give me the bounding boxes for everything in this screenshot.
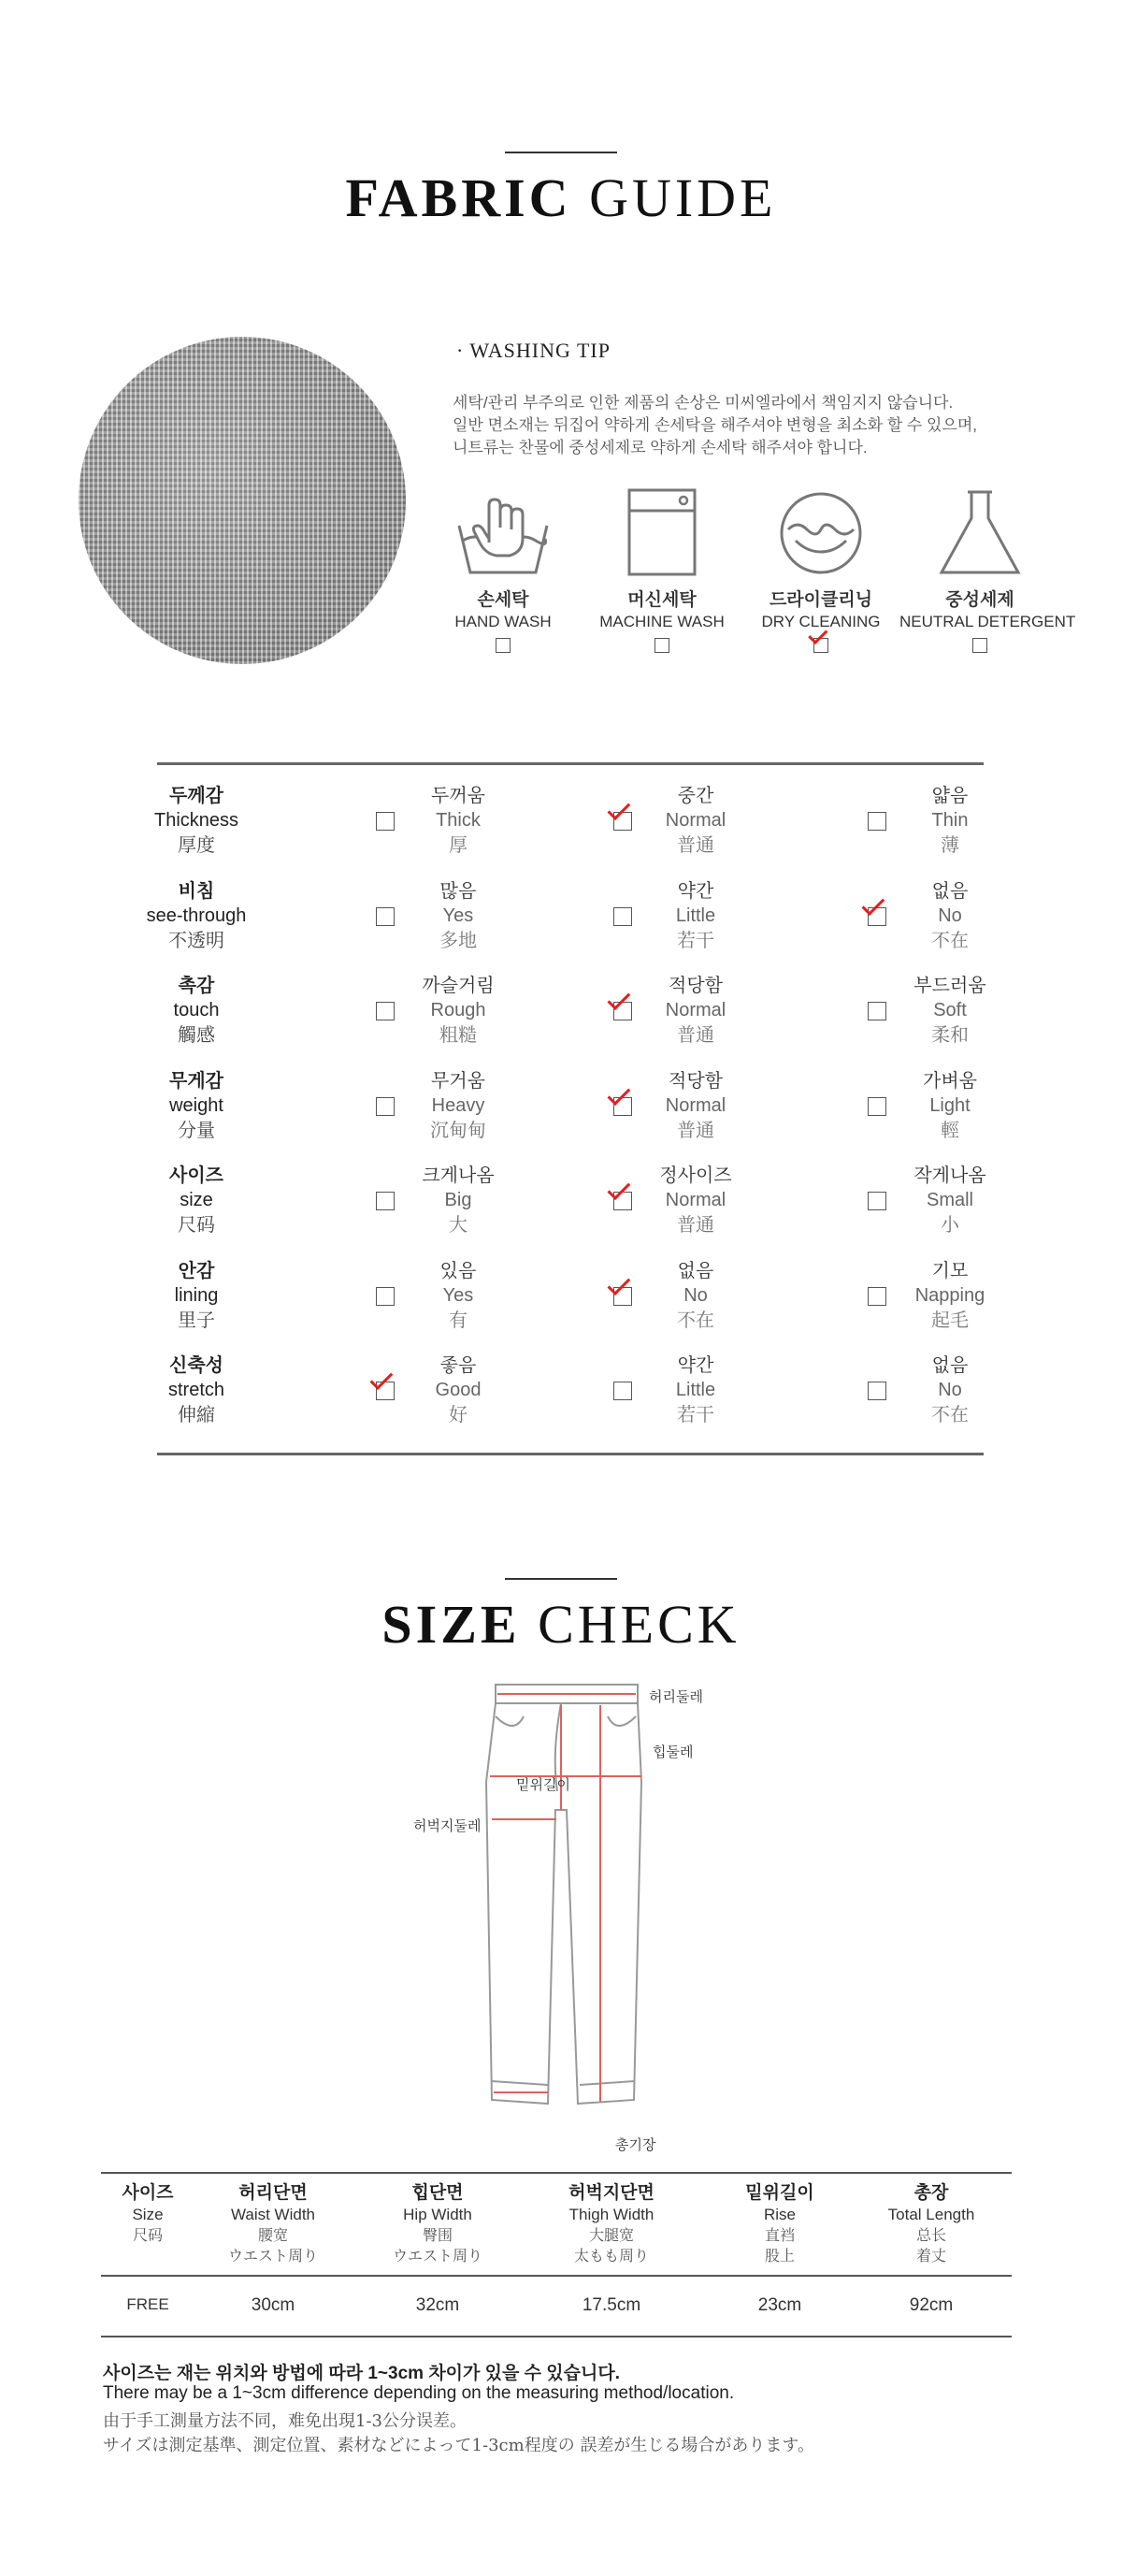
option-label-ko: 중간	[677, 786, 714, 806]
header-en: Waist Width	[230, 2206, 316, 2223]
title-rule-top	[505, 152, 617, 153]
header-en: Total Length	[887, 2206, 975, 2223]
fabric-swatch-image	[79, 337, 406, 664]
attribute-row	[0, 879, 1122, 969]
option-label-cn: 不在	[931, 928, 969, 951]
title-rule-top	[505, 1578, 617, 1580]
option-label-ko: 정사이즈	[659, 1165, 732, 1186]
option-label-cn: 輕	[941, 1118, 959, 1141]
option-label-ko: 두꺼움	[431, 786, 485, 806]
attribute-category	[103, 879, 290, 952]
size-header-cell	[696, 2182, 864, 2266]
title-light: CHECK	[538, 1594, 741, 1655]
attribute-name-cn: 尺码	[178, 1213, 215, 1236]
attribute-category	[103, 1164, 290, 1237]
option-checkbox[interactable]	[376, 1192, 395, 1210]
option-checkbox[interactable]	[613, 1002, 632, 1020]
option-label-en: Normal	[665, 1000, 726, 1020]
size-cell-thigh: 17.5cm	[582, 2295, 641, 2315]
option-label-en: Rough	[430, 1000, 486, 1020]
header-cn: 直裆	[764, 2226, 795, 2244]
attribute-name-ko: 사이즈	[169, 1165, 223, 1186]
header-cn: 臀围	[422, 2226, 453, 2244]
neutral-detergent-checkbox[interactable]	[972, 638, 987, 653]
option-label-cn: 普通	[677, 1118, 714, 1141]
header-jp: ウエスト周り	[227, 2247, 318, 2265]
option-label-ko: 작게나옴	[913, 1165, 986, 1186]
option-label-cn: 小	[941, 1213, 959, 1236]
attribute-row	[0, 784, 1122, 874]
option-checkbox[interactable]	[376, 907, 395, 926]
attribute-name-en: weight	[169, 1094, 223, 1116]
option-label-ko: 얇음	[931, 786, 969, 806]
option-label-ko: 크게나옴	[422, 1165, 495, 1186]
option-label-cn: 不在	[677, 1308, 714, 1331]
hand-wash-checkbox[interactable]	[496, 638, 511, 653]
option-checkbox[interactable]	[613, 812, 632, 831]
option-label-cn: 起毛	[931, 1308, 969, 1331]
attribute-row	[0, 1259, 1122, 1349]
option-label-ko: 좋음	[439, 1355, 477, 1376]
option-label-en: No	[683, 1284, 708, 1306]
option-label-cn: 好	[449, 1403, 468, 1425]
attributes-bottom-rule	[157, 1453, 984, 1455]
option-label-en: No	[938, 904, 962, 926]
option-checkbox[interactable]	[613, 1097, 632, 1116]
size-check-title	[0, 1593, 1122, 1656]
option-label-cn: 普通	[677, 1213, 714, 1236]
option-label-cn: 粗糙	[439, 1023, 477, 1046]
option-label-ko: 없음	[677, 1260, 714, 1281]
attributes-top-rule	[157, 762, 984, 765]
option-label-cn: 若干	[677, 928, 714, 951]
wash-label-ko: 머신세탁	[627, 590, 697, 610]
option-label-ko: 약간	[677, 880, 714, 902]
header-cn: 大腿宽	[588, 2226, 634, 2244]
attribute-name-ko: 안감	[178, 1260, 215, 1281]
attribute-row	[0, 1164, 1122, 1253]
header-jp: 着丈	[915, 2247, 946, 2265]
option-label-ko: 기모	[931, 1260, 969, 1281]
option-label-cn: 多地	[439, 928, 477, 951]
size-table-header-rule	[101, 2275, 1012, 2277]
attribute-name-cn: 厚度	[178, 833, 215, 856]
option-label-en: Big	[444, 1190, 472, 1210]
size-cell-length: 92cm	[909, 2295, 954, 2315]
wash-label-en: MACHINE WASH	[599, 613, 725, 630]
header-ko: 허리단면	[238, 2183, 308, 2203]
option-label-en: Yes	[442, 1284, 474, 1306]
header-en: Hip Width	[403, 2206, 472, 2223]
dry-cleaning-checkbox[interactable]	[813, 638, 828, 653]
option-checkbox[interactable]	[376, 1287, 395, 1306]
attribute-category	[103, 974, 290, 1047]
wash-label-ko: 드라이클리닝	[769, 590, 873, 610]
size-cell-waist: 30cm	[251, 2295, 295, 2315]
attribute-name-ko: 비침	[178, 880, 215, 902]
option-checkbox[interactable]	[868, 1287, 886, 1306]
option-label-en: Good	[435, 1380, 482, 1400]
header-ko: 허벅지단면	[568, 2183, 654, 2203]
size-header-cell	[847, 2182, 1015, 2266]
option-checkbox[interactable]	[868, 812, 886, 831]
wash-option-hand	[423, 486, 583, 654]
wash-label-en: HAND WASH	[454, 613, 552, 630]
attribute-name-en: lining	[174, 1284, 219, 1306]
washing-tip-line: 세탁/관리 부주의로 인한 제품의 손상은 미씨엘라에서 책임지지 않습니다.	[453, 394, 954, 412]
option-label-ko: 없음	[931, 880, 969, 902]
option-checkbox[interactable]	[868, 907, 886, 926]
attribute-category	[103, 1259, 290, 1332]
option-label-en: Little	[675, 1380, 716, 1400]
size-header-cell	[189, 2182, 357, 2266]
option-label-ko: 많음	[439, 880, 477, 902]
option-label-en: Yes	[442, 904, 474, 926]
option-label-cn: 有	[449, 1308, 468, 1331]
option-label-cn: 柔和	[931, 1023, 969, 1046]
option-label-en: Soft	[933, 1000, 967, 1020]
fabric-guide-title	[0, 166, 1122, 229]
option-checkbox[interactable]	[613, 1382, 632, 1400]
attribute-category	[103, 1069, 290, 1142]
option-label-cn: 厚	[449, 833, 468, 856]
size-cell-size: FREE	[126, 2295, 169, 2313]
attribute-name-cn: 里子	[178, 1308, 215, 1331]
header-ko: 사이즈	[122, 2183, 174, 2203]
option-label-en: Normal	[665, 1190, 726, 1210]
option-checkbox[interactable]	[868, 1192, 886, 1210]
option-checkbox[interactable]	[613, 1192, 632, 1210]
option-checkbox[interactable]	[376, 1097, 395, 1116]
washing-tip-line: 니트류는 찬물에 중성세제로 약하게 손세탁 해주셔야 합니다.	[453, 439, 868, 456]
option-label-ko: 적당함	[669, 1070, 723, 1092]
size-table-bottom-rule	[101, 2336, 1012, 2337]
wash-label-ko: 중성세제	[945, 590, 1014, 610]
title-light: GUIDE	[589, 167, 777, 228]
size-note-en: There may be a 1~3cm difference depending on the measuring method/location.	[103, 2383, 735, 2403]
attribute-row	[0, 1069, 1122, 1159]
pants-diagram	[468, 1679, 654, 2137]
wash-option-detergent	[899, 486, 1076, 654]
attribute-name-en: stretch	[167, 1380, 225, 1400]
label-thigh: 허벅지둘레	[413, 1818, 482, 1834]
header-jp: 太もも周り	[573, 2247, 649, 2265]
option-checkbox[interactable]	[613, 907, 632, 926]
title-bold: SIZE	[381, 1594, 521, 1655]
option-label-ko: 무거움	[431, 1070, 485, 1092]
attribute-name-cn: 伸縮	[178, 1403, 215, 1425]
machine-wash-checkbox[interactable]	[654, 638, 669, 653]
header-ko: 총장	[913, 2183, 949, 2203]
attribute-row	[0, 1353, 1122, 1443]
option-label-en: Normal	[665, 810, 726, 831]
wash-label-en: DRY CLEANING	[761, 613, 881, 630]
label-hip: 힙둘레	[653, 1744, 694, 1760]
label-length: 총기장	[615, 2137, 656, 2153]
attribute-name-cn: 不透明	[168, 928, 224, 951]
option-label-ko: 까슬거림	[422, 976, 495, 996]
attribute-name-en: see-through	[146, 904, 247, 926]
header-jp: ウエスト周り	[392, 2247, 482, 2265]
size-header-cell	[527, 2182, 696, 2266]
option-label-en: Heavy	[431, 1094, 485, 1116]
option-label-ko: 적당함	[669, 976, 723, 996]
header-cn: 尺码	[132, 2226, 163, 2244]
header-ko: 밑위길이	[745, 2183, 814, 2203]
header-en: Rise	[763, 2206, 796, 2223]
size-note-cn: 由于手工測量方法不同，难免出現1-3公分误差。	[103, 2411, 467, 2431]
title-bold: FABRIC	[345, 167, 572, 228]
attribute-name-cn: 分量	[178, 1118, 215, 1141]
hand-wash-icon	[452, 486, 554, 580]
size-cell-rise: 23cm	[757, 2295, 802, 2315]
attribute-name-ko: 두께감	[169, 786, 223, 806]
option-checkbox[interactable]	[868, 1097, 886, 1116]
option-label-ko: 있음	[439, 1260, 477, 1281]
option-label-en: Thin	[931, 810, 969, 831]
attribute-row	[0, 974, 1122, 1064]
attribute-name-cn: 觸感	[178, 1023, 215, 1046]
label-waist: 허리둘레	[649, 1689, 703, 1705]
attribute-category	[103, 1353, 290, 1426]
header-cn: 腰宽	[257, 2226, 288, 2244]
option-label-cn: 若干	[677, 1403, 714, 1425]
header-ko: 힙단면	[411, 2183, 464, 2203]
option-checkbox[interactable]	[868, 1382, 886, 1400]
option-label-ko: 약간	[677, 1355, 714, 1376]
neutral-detergent-icon	[928, 486, 1031, 580]
option-label-cn: 薄	[941, 833, 959, 856]
attribute-name-ko: 신축성	[169, 1355, 223, 1376]
attribute-name-ko: 촉감	[178, 976, 215, 996]
attribute-name-en: Thickness	[153, 810, 239, 831]
option-label-ko: 부드러움	[913, 976, 986, 996]
dry-cleaning-icon	[770, 486, 872, 580]
header-cn: 总长	[915, 2226, 946, 2244]
size-header-cell	[353, 2182, 522, 2266]
option-label-en: No	[938, 1380, 962, 1400]
size-note-jp: サイズは測定基準、測定位置、素材などによって1-3cm程度の 誤差が生じる場合があります。	[103, 2436, 814, 2455]
wash-option-dry	[741, 486, 901, 654]
header-en: Thigh Width	[568, 2206, 654, 2223]
option-checkbox[interactable]	[376, 1002, 395, 1020]
size-cell-hip: 32cm	[415, 2295, 460, 2315]
label-rise: 밑위길이	[516, 1777, 570, 1793]
attribute-name-en: touch	[173, 1000, 220, 1020]
attribute-name-en: size	[180, 1190, 213, 1210]
option-label-en: Light	[929, 1094, 971, 1116]
option-label-cn: 不在	[931, 1403, 969, 1425]
option-label-en: Napping	[914, 1284, 985, 1306]
attribute-category	[103, 784, 290, 857]
option-checkbox[interactable]	[868, 1002, 886, 1020]
header-jp: 股上	[764, 2247, 795, 2265]
wash-label-ko: 손세탁	[477, 590, 529, 610]
size-table-top-rule	[101, 2172, 1012, 2174]
washing-tip-line: 일반 면소재는 뒤집어 약하게 손세탁을 해주셔야 변형을 최소화 할 수 있으며,	[453, 416, 978, 434]
option-label-en: Little	[675, 904, 716, 926]
size-note-ko: 사이즈는 재는 위치와 방법에 따라 1~3cm 차이가 있을 수 있습니다.	[103, 2364, 620, 2383]
option-label-cn: 大	[449, 1213, 468, 1236]
attribute-name-ko: 무게감	[169, 1070, 223, 1092]
wash-label-en: NEUTRAL DETERGENT	[899, 613, 1076, 630]
header-en: Size	[132, 2206, 164, 2223]
option-checkbox[interactable]	[613, 1287, 632, 1306]
option-label-ko: 가벼움	[923, 1070, 977, 1092]
option-label-cn: 普通	[677, 833, 714, 856]
option-label-cn: 沉甸甸	[430, 1118, 486, 1141]
option-label-ko: 없음	[931, 1355, 969, 1376]
washing-tip-title: · WASHING TIP	[456, 339, 611, 362]
wash-option-machine	[582, 486, 742, 654]
option-label-cn: 普通	[677, 1023, 714, 1046]
option-checkbox[interactable]	[376, 1382, 395, 1400]
option-label-en: Thick	[436, 810, 481, 831]
option-checkbox[interactable]	[376, 812, 395, 831]
machine-wash-icon	[611, 486, 713, 580]
option-label-en: Normal	[665, 1094, 726, 1116]
option-label-en: Small	[926, 1190, 973, 1210]
